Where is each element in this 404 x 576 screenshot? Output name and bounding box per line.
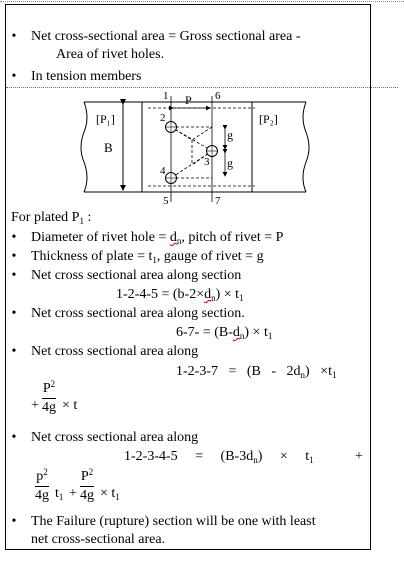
section4-fraction-2: $P^2$ 4g — [80, 467, 94, 503]
bullet-icon: • — [11, 306, 17, 321]
section2-text: Net cross sectional area along section. — [31, 306, 245, 321]
bullet-icon: • — [11, 249, 17, 264]
section1-text: Net cross sectional area along section — [31, 268, 242, 283]
plated-heading: For plated $P_1$ : — [11, 210, 92, 226]
conclusion-line1: The Failure (rupture) section will be one with least — [31, 514, 316, 529]
top-dotted-rule — [0, 1, 404, 2]
section2-formula: $6-7- = (B-d_n) \times t_1$ — [176, 325, 273, 341]
thickness-text: Thickness of plate = $t_1$, gauge of rivet = g — [31, 249, 264, 265]
section4-plus2: + — [69, 486, 77, 501]
section4-tail: × $t_1$ — [100, 486, 120, 502]
section-num-5: 5 — [163, 195, 169, 207]
section-num-1: 1 — [163, 90, 169, 102]
plate-p2-label: [P₂] — [259, 112, 278, 126]
hole-num-2: 2 — [160, 112, 166, 124]
section3-tail: × t — [62, 398, 78, 413]
section3-plus: + — [31, 398, 39, 413]
section-num-7: 7 — [215, 195, 221, 207]
section4-text: Net cross sectional area along — [31, 430, 199, 445]
section3-fraction: $P^2$ 4g — [42, 379, 56, 415]
section4-plus: + — [355, 449, 363, 464]
pitch-p-label: P — [185, 93, 192, 107]
bullet-icon: • — [11, 430, 17, 445]
section4-fraction-1: $p^2$ 4g — [35, 467, 49, 503]
intro-bullet1-line2: Area of rivet holes. — [56, 47, 165, 62]
section3-formula: $1-2-3-7 = (B - 2d_n) \times t_1$ — [176, 364, 337, 380]
rivet-hole-4 — [165, 172, 177, 184]
gauge-g-label-top: g — [227, 128, 233, 142]
bullet-icon: • — [11, 69, 17, 84]
section4-mid: $t_1$ — [55, 486, 64, 502]
plate-p1-label: [P₁] — [96, 112, 115, 126]
intro-bullet2: In tension members — [31, 69, 142, 84]
intro-bullet1-line1: Net cross-sectional area = Gross sectional area - — [31, 29, 301, 44]
riveted-joint-diagram — [80, 88, 310, 208]
bullet-icon: • — [11, 514, 17, 529]
gauge-g-label-bottom: g — [227, 156, 233, 170]
section4-formula: 1-2-3-4-5 = $(B-3d_n)$ × $t_1$ — [124, 449, 314, 465]
conclusion-line2: net cross-sectional area. — [31, 532, 166, 547]
section1-formula: $1-2-4-5 = (b-2\times d_n) \times t_1$ — [116, 287, 244, 303]
bullet-icon: • — [11, 344, 17, 359]
diameter-text: Diameter of rivet hole = $d_n$, pitch of rivet = P — [31, 230, 284, 246]
bullet-icon: • — [11, 29, 17, 44]
width-b-label: B — [104, 140, 113, 155]
section-num-6: 6 — [215, 90, 221, 102]
hole-num-3: 3 — [204, 156, 210, 168]
bullet-icon: • — [11, 230, 17, 245]
section3-text: Net cross sectional area along — [31, 344, 199, 359]
rivet-hole-2 — [165, 121, 177, 133]
hole-num-4: 4 — [160, 165, 166, 177]
bullet-icon: • — [11, 268, 17, 283]
